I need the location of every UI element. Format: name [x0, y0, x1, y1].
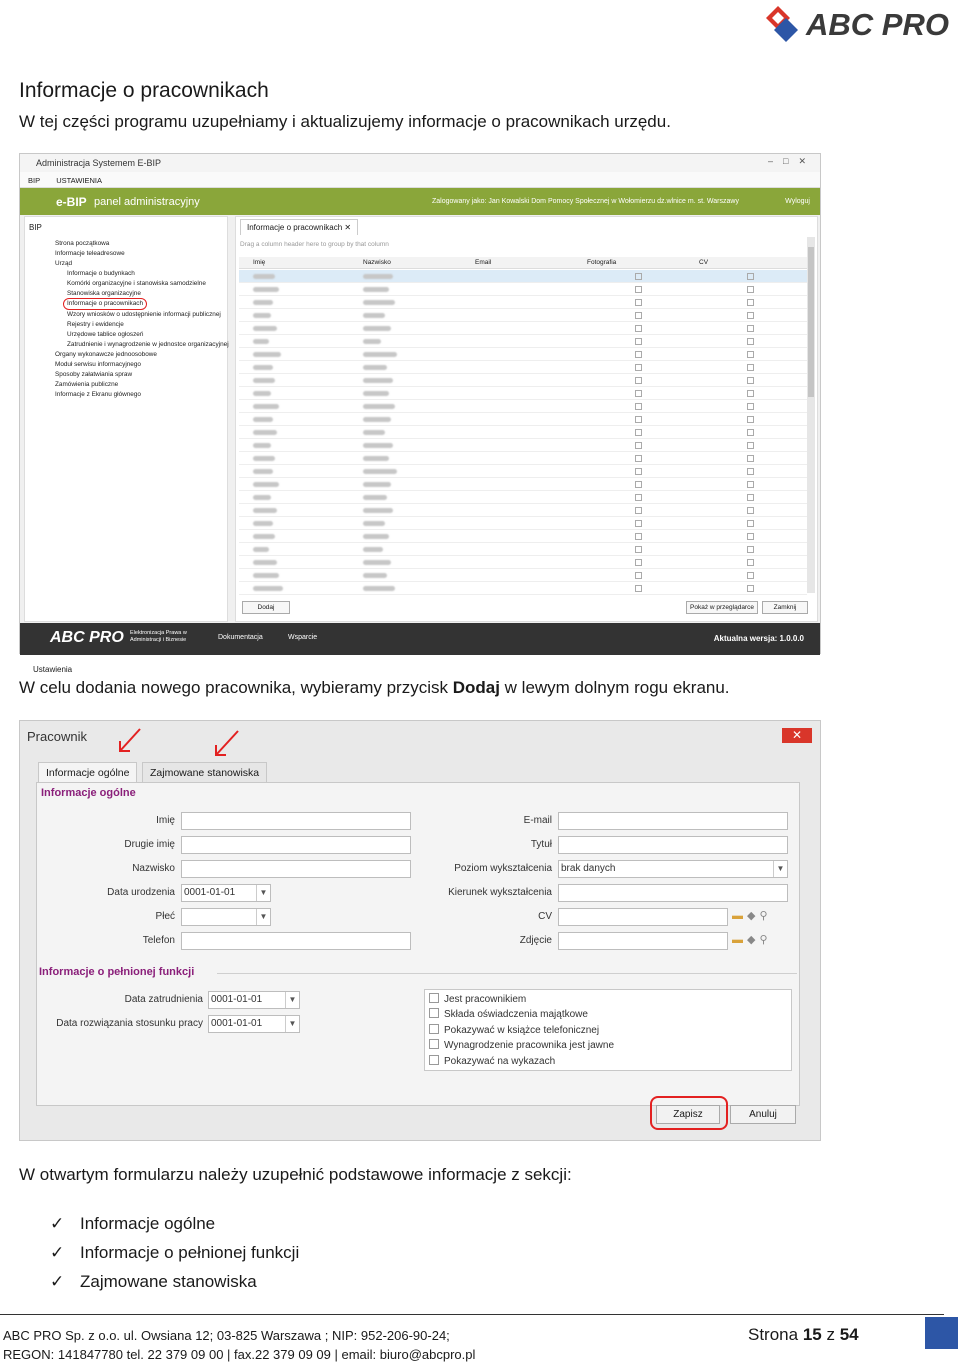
list-item	[50, 1209, 299, 1238]
checkbox-label: Pokazywać na wykazach	[444, 1056, 556, 1067]
chevron-down-icon[interactable]: ▼	[285, 992, 299, 1008]
label-first-name: Imię	[156, 815, 175, 826]
tree-item-label: Urząd	[55, 259, 73, 267]
cv-checkbox[interactable]	[747, 377, 754, 384]
cv-checkbox[interactable]	[747, 468, 754, 475]
chevron-down-icon[interactable]: ▼	[256, 909, 270, 925]
table-row[interactable]	[239, 309, 807, 322]
label-photo: Zdjęcie	[519, 935, 552, 946]
tree-item[interactable]	[33, 298, 229, 310]
cv-checkbox[interactable]	[747, 442, 754, 449]
blurred-name	[253, 495, 271, 500]
table-row[interactable]	[239, 569, 807, 582]
photo-checkbox[interactable]	[635, 312, 642, 319]
blurred-surname	[363, 274, 393, 279]
photo-checkbox[interactable]	[635, 481, 642, 488]
hire-date-picker[interactable]	[208, 991, 300, 1009]
section-function: Informacje o pełnionej funkcji	[39, 966, 195, 978]
checkbox-phonebook[interactable]	[429, 1024, 599, 1036]
blurred-name	[253, 313, 271, 318]
login-info: Zalogowany jako: Jan Kowalski Dom Pomocy Społecznej w Wołomierzu dz.wlnice m. st. Warszawy	[432, 198, 739, 205]
cv-checkbox[interactable]	[747, 390, 754, 397]
table-row[interactable]	[239, 322, 807, 335]
blurred-name	[253, 365, 273, 370]
photo-checkbox[interactable]	[635, 299, 642, 306]
footer-accent	[925, 1317, 958, 1349]
tree-item[interactable]	[33, 380, 229, 390]
photo-checkbox[interactable]	[635, 494, 642, 501]
email-input[interactable]	[558, 812, 788, 830]
tree-item-label: Zatrudnienie i wynagrodzenie w jednostce organizacyjnej	[67, 341, 229, 349]
table-row[interactable]	[239, 348, 807, 361]
panel-title: panel administracyjny	[94, 196, 200, 208]
cv-checkbox[interactable]	[747, 585, 754, 592]
employees-grid	[239, 257, 807, 593]
label-gender: Płeć	[155, 911, 175, 922]
photo-checkbox[interactable]	[635, 429, 642, 436]
last-name-input[interactable]	[181, 860, 411, 878]
checkbox-label: Jest pracownikiem	[444, 994, 527, 1005]
logo-text: ABC PRO	[806, 7, 949, 42]
blurred-name	[253, 300, 273, 305]
label-birth-date: Data urodzenia	[107, 887, 175, 898]
ebip-brand: e-BIP	[56, 195, 87, 209]
photo-checkbox[interactable]	[635, 559, 642, 566]
page-title: Informacje o pracownikach	[19, 79, 269, 102]
table-row[interactable]	[239, 478, 807, 491]
blurred-surname	[363, 326, 391, 331]
blurred-name	[253, 404, 279, 409]
photo-checkbox[interactable]	[635, 390, 642, 397]
page-number	[748, 1325, 859, 1345]
tree-item-label: Strona początkowa	[55, 240, 110, 247]
blurred-name	[253, 586, 283, 591]
list-item	[50, 1238, 299, 1267]
blurred-surname	[363, 352, 397, 357]
sections-checklist	[50, 1209, 299, 1296]
tree-item-label: Sposoby załatwiania spraw	[55, 370, 133, 378]
arrow-icon	[114, 727, 154, 757]
table-row[interactable]	[239, 582, 807, 595]
employee-dialog-screenshot	[19, 720, 821, 1141]
table-row[interactable]	[239, 361, 807, 374]
photo-checkbox[interactable]	[635, 585, 642, 592]
checkbox-label: Pokazywać w książce telefonicznej	[444, 1025, 600, 1036]
photo-checkbox[interactable]	[635, 455, 642, 462]
tree-item[interactable]	[33, 390, 229, 400]
tab-zajmowane-stanowiska[interactable]: Zajmowane stanowiska	[142, 762, 267, 783]
list-item-label: Informacje ogólne	[80, 1214, 216, 1233]
magnifier-icon[interactable]: ⚲	[759, 910, 772, 922]
cv-checkbox[interactable]	[747, 312, 754, 319]
tab-informacje-ogolne[interactable]: Informacje ogólne	[38, 762, 137, 783]
label-hire-date: Data zatrudnienia	[124, 994, 203, 1005]
navigation-tree	[33, 239, 229, 400]
blurred-name	[253, 508, 277, 513]
para2-bold: Dodaj	[452, 678, 500, 697]
table-row[interactable]	[239, 426, 807, 439]
blurred-name	[253, 287, 279, 292]
blurred-surname	[363, 547, 383, 552]
table-row[interactable]	[239, 335, 807, 348]
photo-checkbox[interactable]	[635, 403, 642, 410]
table-row[interactable]	[239, 296, 807, 309]
save-button[interactable]: Zapisz	[656, 1105, 720, 1124]
list-item-label: Informacje o pełnionej funkcji	[80, 1243, 300, 1262]
sidebar-title: BIP	[29, 223, 42, 232]
blurred-surname	[363, 508, 393, 513]
chevron-down-icon[interactable]: ▼	[773, 861, 787, 877]
birth-date-picker[interactable]	[181, 884, 271, 902]
checkmark-icon: ✓	[50, 1272, 65, 1291]
page-total: 54	[839, 1325, 859, 1344]
label-email: E-mail	[523, 815, 552, 826]
cv-checkbox[interactable]	[747, 455, 754, 462]
cv-checkbox[interactable]	[747, 572, 754, 579]
tree-item[interactable]	[33, 249, 229, 259]
logout-link[interactable]: Wyloguj	[785, 198, 810, 205]
menu-settings[interactable]: USTAWIENIA	[56, 176, 103, 185]
section-divider	[217, 973, 797, 974]
col-cv[interactable]: CV	[699, 259, 709, 266]
photo-input[interactable]	[558, 932, 728, 950]
cv-checkbox[interactable]	[747, 546, 754, 553]
blurred-name	[253, 417, 273, 422]
col-fotografia[interactable]: Fotografia	[587, 259, 617, 266]
cancel-button[interactable]: Anuluj	[730, 1105, 796, 1124]
magnifier-icon[interactable]: ⚲	[759, 934, 772, 946]
folder-icon[interactable]: ▬	[732, 934, 747, 946]
tree-item-label: Organy wykonawcze jednoosobowe	[55, 350, 157, 358]
birth-date-value: 0001-01-01	[184, 887, 236, 898]
blurred-surname	[363, 456, 389, 461]
cv-checkbox[interactable]	[747, 481, 754, 488]
cv-checkbox[interactable]	[747, 364, 754, 371]
blurred-surname	[363, 469, 397, 474]
label-cv: CV	[538, 911, 552, 922]
footer-divider	[0, 1314, 944, 1315]
app-header	[20, 188, 820, 215]
photo-checkbox[interactable]	[635, 325, 642, 332]
photo-checkbox[interactable]	[635, 377, 642, 384]
termination-date-picker[interactable]	[208, 1015, 300, 1033]
tree-item-label: Zamówienia publiczne	[55, 380, 119, 388]
blurred-surname	[363, 495, 387, 500]
cv-checkbox[interactable]	[747, 403, 754, 410]
cv-checkbox[interactable]	[747, 273, 754, 280]
cv-checkbox[interactable]	[747, 494, 754, 501]
photo-checkbox[interactable]	[635, 468, 642, 475]
intro-text: W tej części programu uzupełniamy i aktualizujemy informacje o pracownikach urzędu.	[19, 112, 671, 131]
cv-checkbox[interactable]	[747, 533, 754, 540]
folder-icon[interactable]: ▬	[732, 910, 747, 922]
close-button[interactable]: Zamknij	[762, 601, 808, 614]
tree-item[interactable]	[33, 370, 229, 380]
photo-checkbox[interactable]	[635, 572, 642, 579]
blurred-surname	[363, 586, 395, 591]
grid-header	[239, 257, 807, 269]
blurred-name	[253, 560, 277, 565]
table-row[interactable]	[239, 530, 807, 543]
footer-address-line1: ABC PRO Sp. z o.o. ul. Owsiana 12; 03-825 Warszawa ; NIP: 952-206-90-24;	[3, 1328, 450, 1343]
eraser-icon[interactable]: ◆	[747, 910, 760, 922]
cv-checkbox[interactable]	[747, 286, 754, 293]
table-row[interactable]	[239, 504, 807, 517]
photo-checkbox[interactable]	[635, 533, 642, 540]
blurred-name	[253, 547, 269, 552]
table-row[interactable]	[239, 283, 807, 296]
table-row[interactable]	[239, 439, 807, 452]
tree-item[interactable]	[33, 360, 229, 370]
photo-checkbox[interactable]	[635, 364, 642, 371]
tree-item-label: Informacje o budynkach	[67, 269, 135, 277]
tab-informacje-o-pracownikach[interactable]: Informacje o pracownikach ✕	[240, 219, 358, 235]
blurred-surname	[363, 378, 393, 383]
label-education-level: Poziom wykształcenia	[454, 863, 552, 874]
label-title: Tytuł	[530, 839, 552, 850]
chevron-down-icon[interactable]: ▼	[285, 1016, 299, 1032]
page-current: 15	[802, 1325, 822, 1344]
photo-checkbox[interactable]	[635, 507, 642, 514]
blurred-surname	[363, 287, 389, 292]
table-row[interactable]	[239, 543, 807, 556]
dialog-title: Pracownik	[27, 729, 87, 744]
label-last-name: Nazwisko	[132, 863, 175, 874]
photo-actions[interactable]	[732, 933, 772, 946]
table-row[interactable]	[239, 400, 807, 413]
table-row[interactable]	[239, 413, 807, 426]
table-row[interactable]	[239, 452, 807, 465]
app-footer	[20, 623, 820, 655]
tree-item-label: Urzędowe tablice ogłoszeń	[67, 331, 144, 339]
tree-item[interactable]	[33, 330, 229, 340]
checkbox-label: Składa oświadczenia majątkowe	[444, 1009, 588, 1020]
checkbox-show-on-lists[interactable]	[429, 1055, 555, 1067]
tree-item[interactable]	[33, 289, 229, 299]
label-education-field: Kierunek wykształcenia	[448, 887, 552, 898]
termination-date-value: 0001-01-01	[211, 1018, 263, 1029]
arrow-icon	[210, 729, 250, 759]
table-row[interactable]	[239, 556, 807, 569]
blurred-surname	[363, 560, 391, 565]
blurred-surname	[363, 482, 391, 487]
checkmark-icon: ✓	[50, 1214, 65, 1233]
chevron-down-icon[interactable]: ▼	[256, 885, 270, 901]
checkmark-icon: ✓	[50, 1243, 65, 1262]
tree-item-label: Rejestry i ewidencje	[67, 321, 124, 329]
checkbox-salary-public[interactable]	[429, 1039, 614, 1051]
admin-panel-screenshot	[19, 153, 821, 674]
tree-item-label: Informacje z Ekranu głównego	[55, 390, 141, 398]
photo-checkbox[interactable]	[635, 442, 642, 449]
blurred-name	[253, 469, 273, 474]
col-nazwisko[interactable]: Nazwisko	[363, 259, 391, 266]
tree-item-label: Informacje o pracownikach	[63, 298, 147, 310]
cv-actions[interactable]	[732, 909, 772, 922]
checkbox-label: Wynagrodzenie pracownika jest jawne	[444, 1040, 614, 1051]
settings-link[interactable]: Ustawienia	[33, 665, 73, 674]
first-name-input[interactable]	[181, 812, 411, 830]
gender-select[interactable]	[181, 908, 271, 926]
blurred-name	[253, 352, 281, 357]
blurred-name	[253, 521, 273, 526]
table-row[interactable]	[239, 491, 807, 504]
menu-bip[interactable]: BIP	[28, 176, 41, 185]
tree-item[interactable]	[33, 310, 229, 320]
window-title: Administracja Systemem E-BIP	[36, 158, 162, 168]
window-controls[interactable]: –□✕	[768, 156, 816, 166]
blurred-name	[253, 573, 279, 578]
checkbox-is-employee[interactable]	[429, 993, 526, 1005]
window-titlebar	[20, 154, 820, 172]
abc-pro-logo-mark	[760, 4, 804, 48]
cv-checkbox[interactable]	[747, 507, 754, 514]
blurred-name	[253, 326, 277, 331]
blurred-surname	[363, 443, 393, 448]
label-middle-name: Drugie imię	[124, 839, 175, 850]
education-level-select[interactable]	[558, 860, 788, 878]
label-termination-date: Data rozwiązania stosunku pracy	[56, 1018, 203, 1029]
blurred-name	[253, 456, 275, 461]
middle-name-input[interactable]	[181, 836, 411, 854]
tree-item[interactable]	[33, 320, 229, 330]
checkbox-asset-declaration[interactable]	[429, 1008, 588, 1020]
tree-item-label: Wzory wniosków o udostępnienie informacji publicznej	[67, 311, 221, 319]
tree-item[interactable]	[33, 239, 229, 249]
tab-label: Informacje o pracownikach	[247, 223, 343, 232]
table-row[interactable]	[239, 270, 807, 283]
cv-checkbox[interactable]	[747, 559, 754, 566]
label-phone: Telefon	[142, 935, 175, 946]
list-item-label: Zajmowane stanowiska	[80, 1272, 257, 1291]
tree-item-label: Stanowiska organizacyjne	[67, 289, 141, 297]
main-panel	[235, 216, 818, 622]
page-sep: z	[821, 1325, 840, 1344]
education-level-value: brak danych	[561, 863, 616, 874]
education-field-input[interactable]	[558, 884, 788, 902]
photo-checkbox[interactable]	[635, 286, 642, 293]
photo-checkbox[interactable]	[635, 520, 642, 527]
tree-item[interactable]	[33, 279, 229, 289]
blurred-name	[253, 391, 271, 396]
footer-address	[3, 1326, 475, 1364]
page-prefix: Strona	[748, 1325, 803, 1344]
sections-intro: W otwartym formularzu należy uzupełnić podstawowe informacje z sekcji:	[19, 1165, 572, 1184]
instruction-paragraph	[19, 678, 730, 698]
blurred-name	[253, 482, 279, 487]
dialog-close-button[interactable]: ✕	[782, 728, 812, 743]
para2-after: w lewym dolnym rogu ekranu.	[499, 678, 730, 697]
list-item	[50, 1267, 299, 1296]
table-row[interactable]	[239, 517, 807, 530]
blurred-surname	[363, 300, 395, 305]
blurred-surname	[363, 365, 387, 370]
blurred-surname	[363, 573, 387, 578]
hire-date-value: 0001-01-01	[211, 994, 263, 1005]
cv-input[interactable]	[558, 908, 728, 926]
add-button[interactable]: Dodaj	[242, 601, 290, 614]
blurred-surname	[363, 521, 385, 526]
para2-before: W celu dodania nowego pracownika, wybieramy przycisk	[19, 678, 453, 697]
tree-item-label: Informacje teleadresowe	[55, 249, 125, 257]
phone-input[interactable]	[181, 932, 411, 950]
blurred-surname	[363, 534, 389, 539]
photo-checkbox[interactable]	[635, 546, 642, 553]
blurred-surname	[363, 391, 389, 396]
blurred-surname	[363, 339, 381, 344]
title-input[interactable]	[558, 836, 788, 854]
tree-item[interactable]	[33, 259, 229, 269]
cv-checkbox[interactable]	[747, 429, 754, 436]
col-email[interactable]: Email	[475, 259, 492, 266]
tree-item[interactable]	[33, 269, 229, 279]
cv-checkbox[interactable]	[747, 338, 754, 345]
section-general: Informacje ogólne	[41, 787, 136, 799]
photo-checkbox[interactable]	[635, 338, 642, 345]
photo-checkbox[interactable]	[635, 273, 642, 280]
menu-bar	[20, 172, 820, 188]
blurred-name	[253, 378, 275, 383]
blurred-name	[253, 430, 277, 435]
col-imie[interactable]: Imię	[253, 259, 266, 266]
cv-checkbox[interactable]	[747, 299, 754, 306]
tree-item-label: Komórki organizacyjne i stanowiska samodzielne	[67, 279, 206, 287]
version-label: Aktualna wersja: 1.0.0.0	[713, 634, 804, 643]
blurred-name	[253, 443, 271, 448]
cv-checkbox[interactable]	[747, 416, 754, 423]
eraser-icon[interactable]: ◆	[747, 934, 760, 946]
footer-desc: Elektronizacja Prawa w Administracji i Biznesie	[130, 630, 187, 643]
grid-scrollbar[interactable]	[807, 237, 815, 593]
photo-checkbox[interactable]	[635, 416, 642, 423]
table-row[interactable]	[239, 465, 807, 478]
flags-list	[424, 989, 792, 1071]
cv-checkbox[interactable]	[747, 351, 754, 358]
preview-button[interactable]: Pokaż w przeglądarce	[686, 601, 758, 614]
docs-link[interactable]: Dokumentacja	[218, 634, 263, 641]
blurred-surname	[363, 417, 391, 422]
table-row[interactable]	[239, 387, 807, 400]
blurred-surname	[363, 430, 385, 435]
abc-pro-logo	[760, 4, 958, 48]
tree-item-label: Moduł serwisu informacyjnego	[55, 360, 141, 368]
blurred-name	[253, 339, 269, 344]
blurred-surname	[363, 313, 385, 318]
footer-address-line2: REGON: 141847780 tel. 22 379 09 00 | fax.22 379 09 09 | email: biuro@abcpro.pl	[3, 1347, 476, 1362]
footer-brand: ABC PRO	[50, 629, 124, 646]
cv-checkbox[interactable]	[747, 325, 754, 332]
support-link[interactable]: Wsparcie	[288, 634, 318, 641]
table-row[interactable]	[239, 374, 807, 387]
blurred-name	[253, 534, 275, 539]
tree-item[interactable]	[33, 340, 229, 350]
tree-item[interactable]	[33, 350, 229, 360]
blurred-surname	[363, 404, 395, 409]
cv-checkbox[interactable]	[747, 520, 754, 527]
group-hint: Drag a column header here to group by that column	[240, 241, 389, 248]
blurred-name	[253, 274, 275, 279]
photo-checkbox[interactable]	[635, 351, 642, 358]
